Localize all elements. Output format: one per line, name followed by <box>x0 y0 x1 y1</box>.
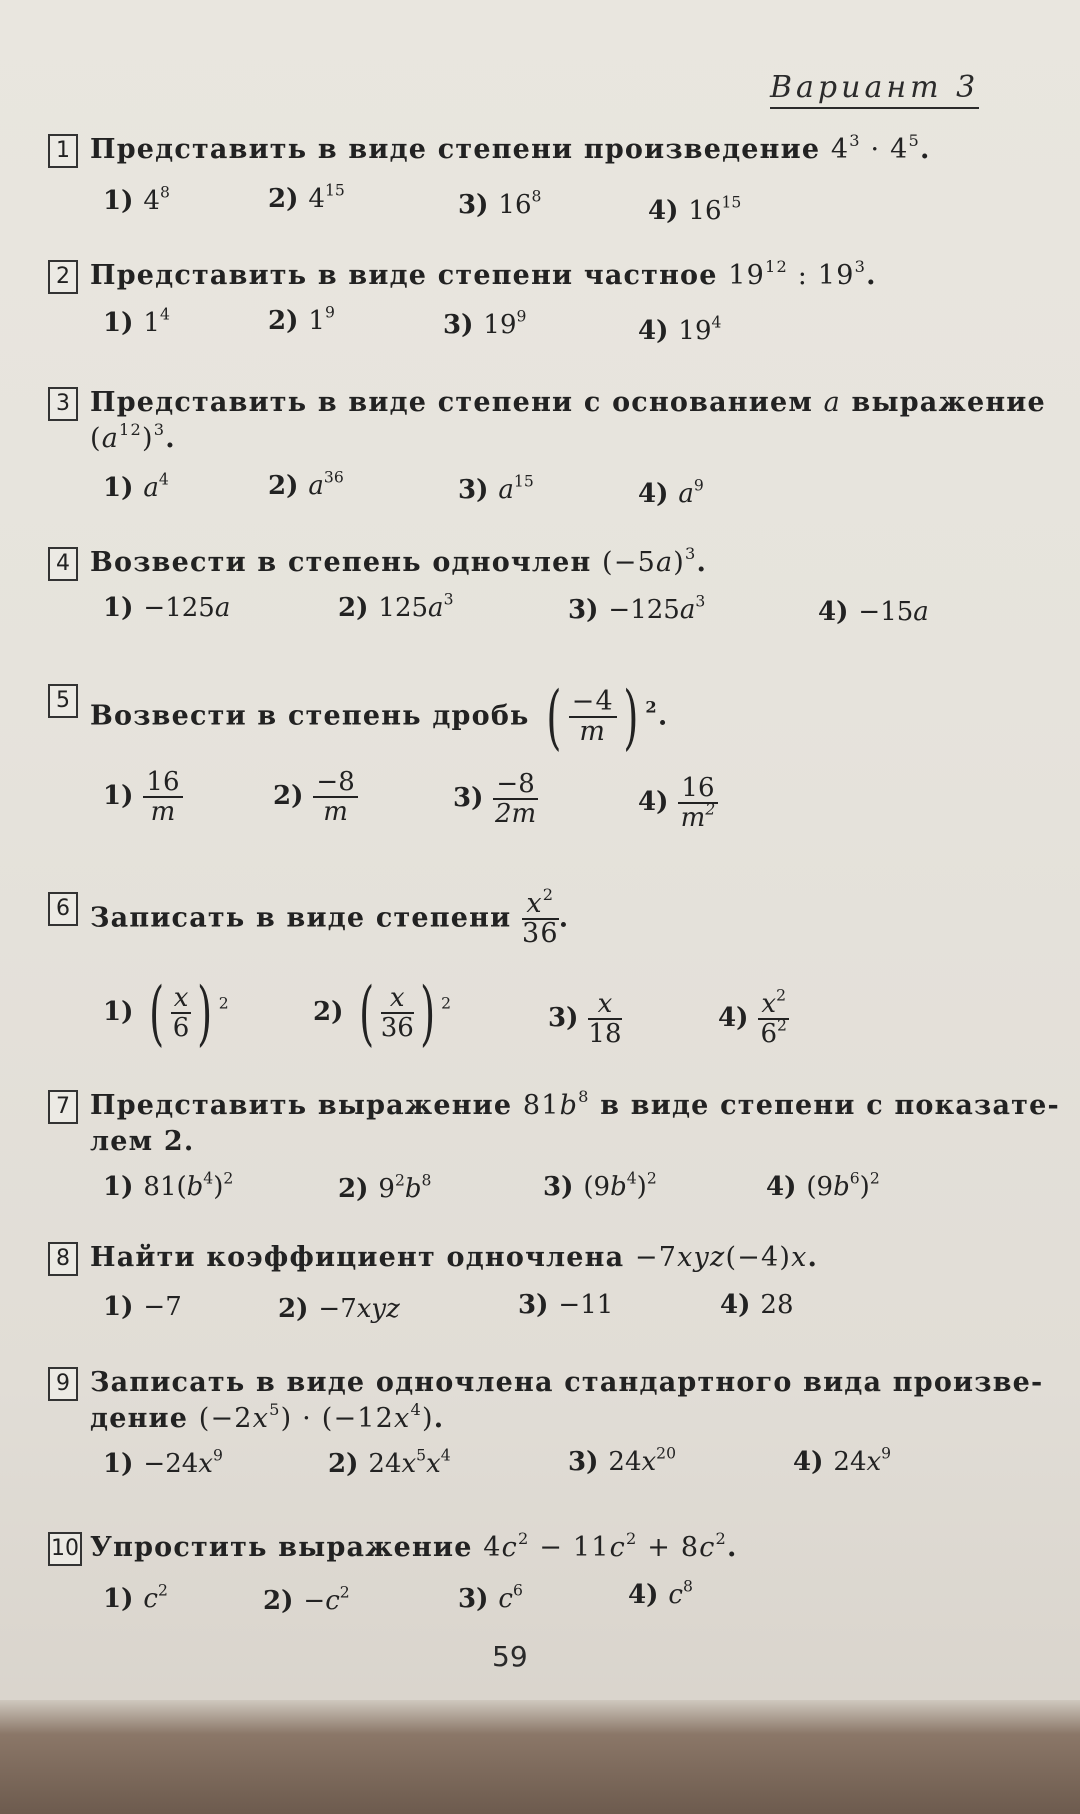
answer-option-4: 4) $19^4$ <box>638 313 722 346</box>
answer-option-2: 2) $a^{36}$ <box>268 468 344 501</box>
answer-option-3: 3) $24x^{20}$ <box>568 1444 677 1477</box>
answer-option-1: 1) $\frac{16}{m}$ <box>103 768 183 826</box>
answer-option-4: 4) −15a <box>818 597 929 627</box>
task-question: Возвести в степень дробь ( $\frac{-4}{m}$ ) $^2$. <box>90 676 669 758</box>
answer-option-4: 4) $a^9$ <box>638 476 704 509</box>
task-number: 2 <box>48 260 78 294</box>
task-number: 4 <box>48 547 78 581</box>
answer-option-1: 1) −7 <box>103 1292 182 1322</box>
answer-option-2: 2) $125a^3$ <box>338 590 454 623</box>
answer-option-3: 3) $\frac{x}{18}$ <box>548 989 622 1049</box>
answer-option-2: 2) $9^2b^8$ <box>338 1171 432 1204</box>
answer-option-3: $3) -125a^3$ <box>568 592 706 625</box>
answer-option-3: 3) $\frac{-8}{2m}$ <box>453 769 537 829</box>
task-number: 10 <box>48 1532 82 1566</box>
answer-option-1: 1) $81(b^4)^2$ <box>103 1169 234 1202</box>
task-number: 3 <box>48 387 78 421</box>
task-question: Представить в виде степени произведение $4^3 \cdot 4^5$. <box>90 130 931 165</box>
task-number: 6 <box>48 892 78 926</box>
answer-option-4: 4) $\frac{x^2}{6^2}$ <box>718 990 789 1048</box>
answer-option-2: 2) $1^9$ <box>268 303 335 336</box>
page-number: 59 <box>492 1640 528 1673</box>
task-number: 7 <box>48 1090 78 1124</box>
page-bottom-edge <box>0 1700 1080 1814</box>
answer-option-4: 4) $c^8$ <box>628 1577 693 1610</box>
answer-option-1: 1) $1^4$ <box>103 305 170 338</box>
task-number: 1 <box>48 134 78 168</box>
answer-option-1: 1) $4^8$ <box>103 183 170 216</box>
answer-option-2: $2) -c^2$ <box>263 1583 350 1616</box>
answer-option-2: 2) $4^{15}$ <box>268 181 345 214</box>
task-question: Записать в виде степени $\frac{x^2}{36}$ . <box>90 884 570 949</box>
answer-option-4: 4) $(9b^6)^2$ <box>766 1169 880 1202</box>
answer-option-3: 3) $c^6$ <box>458 1581 523 1614</box>
task-question: Найти коэффициент одночлена −7xyz(−4)x. <box>90 1242 819 1273</box>
answer-option-4: 4) $16^{15}$ <box>648 193 742 226</box>
answer-option-1: 1) $a^4$ <box>103 470 169 503</box>
answer-option-2: 2) $\frac{-8}{m}$ <box>273 768 358 826</box>
task-question: Представить в виде степени частное $19^{12}$ : $19^3$. <box>90 256 877 291</box>
answer-option-2: 2) ( $\frac{x}{36}$ ) $^2$ <box>313 972 452 1054</box>
answer-option-4: 4) $\frac{16}{m^2}$ <box>638 774 718 832</box>
answer-option-1: $1) -24x^9$ <box>103 1446 223 1479</box>
answer-option-3: 3) $(9b^4)^2$ <box>543 1169 657 1202</box>
task-number: 8 <box>48 1242 78 1276</box>
task-number: 5 <box>48 684 78 718</box>
answer-option-1: 1) $c^2$ <box>103 1581 168 1614</box>
answer-option-4: 4) 28 <box>720 1290 794 1320</box>
answer-option-3: 3) $19^9$ <box>443 307 527 340</box>
task-question: Упростить выражение $4c^2 - 11c^2 + 8c^2$. <box>90 1528 738 1563</box>
answer-option-4: 4) $24x^9$ <box>793 1444 892 1477</box>
task-question: Представить выражение $81b^8$ в виде степени с показате- лем 2. <box>90 1086 1060 1157</box>
answer-option-1: 1) ( $\frac{x}{6}$ ) $^2$ <box>103 972 229 1054</box>
answer-option-2: 2) $24x^5x^4$ <box>328 1446 451 1479</box>
answer-option-2: 2) −7xyz <box>278 1294 400 1324</box>
task-question: Возвести в степень одночлен $(-5a)^3$. <box>90 543 708 578</box>
variant-title: Вариант 3 <box>770 70 979 109</box>
task-question: Представить в виде степени с основанием a выражение $(a^{12})^3$. <box>90 387 1046 454</box>
task-question: Записать в виде одночлена стандартного вида произве- дение $(-2x^5) \cdot (-12x^4)$. <box>90 1367 1044 1434</box>
task-number: 9 <box>48 1367 78 1401</box>
answer-option-3: 3) $a^{15}$ <box>458 472 534 505</box>
answer-option-3: 3) $16^8$ <box>458 187 542 220</box>
answer-option-3: 3) −11 <box>518 1290 614 1320</box>
answer-option-1: 1) −125a <box>103 593 231 623</box>
